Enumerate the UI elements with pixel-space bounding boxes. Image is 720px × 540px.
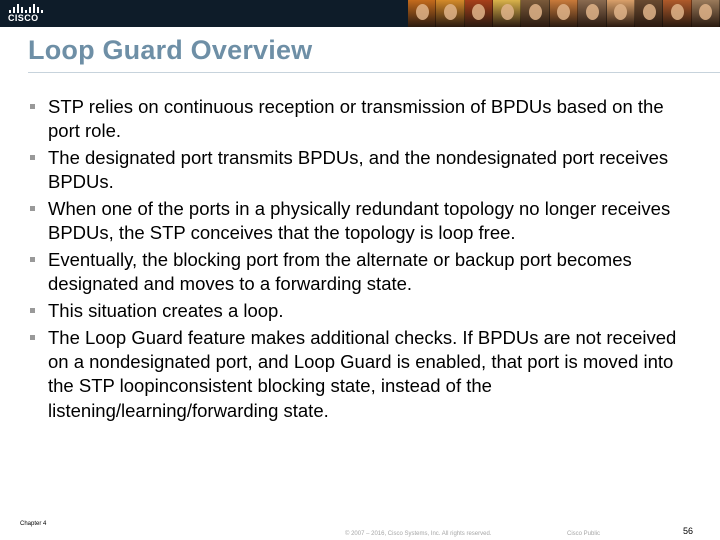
bullet-marker-icon [30, 104, 35, 109]
bullet-marker-icon [30, 335, 35, 340]
cisco-logo [8, 3, 44, 24]
bullet-item [30, 299, 680, 323]
person-photo-icon [671, 4, 684, 20]
bullet-text: When one of the ports in a physically redundant topology no longer receives BPDUs, the STP conceives that the topology is loop free. [48, 198, 671, 244]
banner-photo [465, 0, 493, 27]
person-photo-icon [586, 4, 599, 20]
bullet-marker-icon [30, 155, 35, 160]
banner-photo [607, 0, 635, 27]
bullet-item [30, 146, 680, 195]
bullet-marker-icon [30, 308, 35, 313]
cisco-logo-bars [8, 3, 44, 13]
person-photo-icon [416, 4, 429, 20]
footer-copyright: © 2007 – 2016, Cisco Systems, Inc. All rights reserved. [345, 531, 492, 537]
banner-photo [550, 0, 578, 27]
bullet-marker-icon [30, 206, 35, 211]
bullet-list [30, 95, 680, 425]
person-photo-icon [472, 4, 485, 20]
page-number: 56 [683, 526, 694, 536]
banner-photo [692, 0, 720, 27]
banner-photo [578, 0, 606, 27]
bullet-text: This situation creates a loop. [48, 300, 284, 321]
person-photo-icon [614, 4, 627, 20]
person-photo-icon [643, 4, 656, 20]
bullet-text: The Loop Guard feature makes additional checks. If BPDUs are not received on a nondesignated port, and Loop Guard is enabled, that port is moved into the STP loopinconsistent blocking state, instead of the listening/learning/forwarding state. [48, 326, 677, 421]
slide-title: Loop Guard Overview [28, 35, 313, 65]
person-photo-icon [501, 4, 514, 20]
bullet-text: Eventually, the blocking port from the alternate or backup port becomes designated and moves to a forwarding state. [48, 249, 632, 295]
banner-photo [521, 0, 549, 27]
banner-photo [493, 0, 521, 27]
banner-photo [436, 0, 464, 27]
footer-classification: Cisco Public [567, 531, 601, 537]
bullet-text: STP relies on continuous reception or transmission of BPDUs based on the port role. [48, 96, 664, 142]
banner-photo [635, 0, 663, 27]
bullet-item [30, 95, 680, 144]
bullet-item [30, 197, 680, 246]
person-photo-icon [529, 4, 542, 20]
banner-photo [663, 0, 691, 27]
person-photo-icon [699, 4, 712, 20]
person-photo-icon [444, 4, 457, 20]
bullet-marker-icon [30, 257, 35, 262]
title-divider [28, 72, 720, 73]
bullet-text: The designated port transmits BPDUs, and the nondesignated port receives BPDUs. [48, 147, 669, 193]
banner-photo-strip [408, 0, 720, 27]
bullet-item [30, 248, 680, 297]
person-photo-icon [557, 4, 570, 20]
footer-chapter: Chapter 4 [20, 521, 47, 527]
header-banner [0, 0, 720, 27]
banner-photo [408, 0, 436, 27]
bullet-item [30, 326, 680, 424]
cisco-logo-text: CISCO [8, 13, 39, 23]
